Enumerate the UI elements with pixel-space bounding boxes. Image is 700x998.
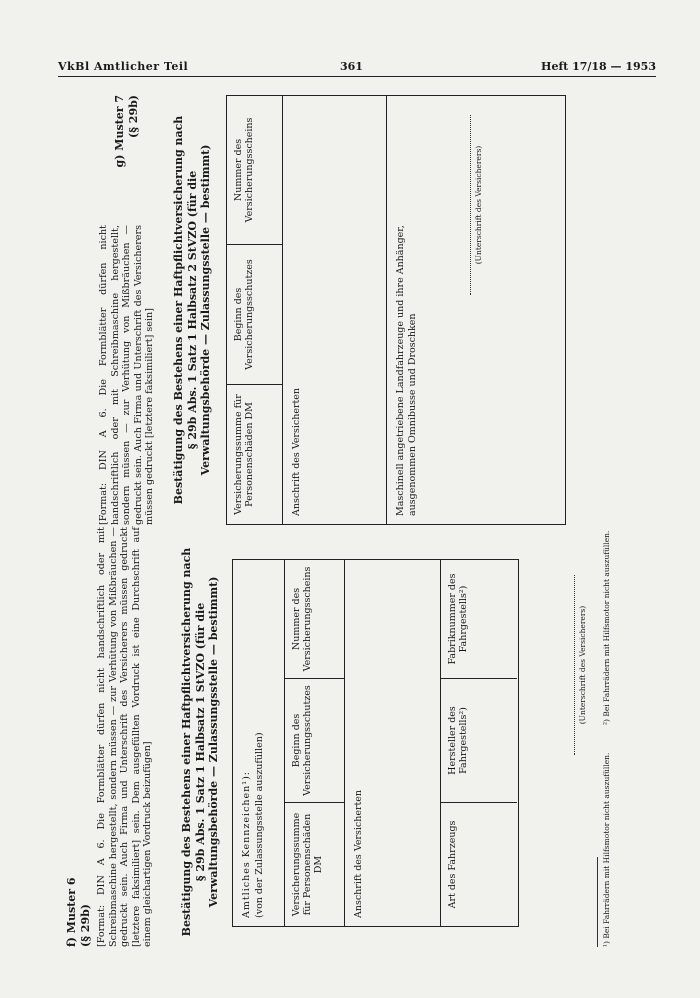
- muster6-insurance-row: [285, 560, 345, 926]
- kennzeichen-label: Amtliches Kennzeichen¹):: [241, 771, 252, 918]
- muster6-anschrift-label: Anschrift des Versicherten: [353, 789, 364, 918]
- col-nummer: Nummer des Versicherungsscheins: [291, 566, 313, 672]
- muster7-anschrift-label: Anschrift des Versicherten: [291, 387, 302, 516]
- m7-col-versicherungssumme: Versicherungssumme für Personenschäden DM: [227, 384, 282, 524]
- muster7-format-text: [Format: DIN A 6. Die Formblätter dürfen nicht handschriftlich oder mit Schreibmaschine hergestellt, sondern müssen — zur Verhütung von Mißbräuchen — gedruckt sein. Auch Firma und Unterschrift des Versicherers müssen gedruckt [letztere faksimiliert] sein]: [98, 225, 155, 525]
- muster6-ref: (§ 29b): [79, 904, 92, 947]
- footnote-2: ²) Bei Fahrrädern mit Hilfsmotor nicht auszufüllen.: [602, 530, 611, 725]
- muster7-form-box: [226, 95, 566, 525]
- muster6-pane: [64, 525, 611, 955]
- header-rule: [58, 76, 656, 77]
- col-fabriknummer: Fabriknummer des Fahrgestells²): [447, 573, 469, 665]
- col-beginn: Beginn des Versicherungsschutzes: [285, 678, 344, 802]
- kennzeichen-note: (von der Zulassungsstelle auszufüllen): [254, 732, 265, 918]
- col-fahrzeugart: Art des Fahrzeugs: [441, 802, 517, 926]
- vehicle-row: [441, 560, 517, 926]
- maschinell-label: Maschinell angetriebene Landfahrzeuge und ihre Anhänger, ausgenommen Omnibusse und Droschken: [395, 225, 418, 516]
- muster7-signature: (Unterschrift des Versicherers): [470, 115, 485, 295]
- page-number: 361: [340, 60, 363, 73]
- muster6-label: f) Muster 6: [65, 877, 78, 947]
- muster7-ref: (§ 29b): [127, 95, 140, 138]
- muster6-form-title: Bestätigung des Bestehens einer Haftpflichtversicherung nach § 29b Abs. 1 Satz 1 Halbsatz 1 StVZO (für die Verwaltungsbehörde — Zulassungsstelle — bestimmt): [180, 547, 220, 937]
- muster6-format-text: [Format: DIN A 6. Die Formblätter dürfen nicht handschriftlich oder mit Schreibmaschine hergestellt, sondern müssen — zur Verhütung von Mißbräuchen — gedruckt sein. Auch Firma und Unterschrift des Versicherers müssen gedruckt [letztere faksimiliert] sein. Dem ausgefüllten Vordruck ist eine Durchschrift auf einem gleichartigen Vordruck beizufügen]: [96, 527, 153, 947]
- muster6-signature: (Unterschrift des Versicherers): [574, 575, 589, 755]
- m7-col-beginn: Beginn des Versicherungsschutzes: [227, 244, 282, 384]
- muster6-anschrift-section: [345, 560, 441, 926]
- kennzeichen-section: [233, 560, 285, 926]
- muster7-form-title: Bestätigung des Bestehens einer Haftpflichtversicherung nach § 29b Abs. 1 Satz 1 Halbsatz 2 StVZO (für die Verwaltungsbehörde — Zulassungsstelle — bestimmt): [172, 115, 212, 505]
- footnote-1: ¹) Bei Fahrrädern mit Hilfsmotor nicht auszufüllen.: [602, 752, 611, 947]
- page-header: [58, 60, 656, 74]
- issue-label: Heft 17/18 — 1953: [541, 60, 656, 73]
- m7-col-nummer: Nummer des Versicherungsscheins: [233, 117, 255, 223]
- col-hersteller: Hersteller des Fahrgestells²): [441, 678, 517, 802]
- muster7-insurance-row: [227, 96, 283, 524]
- journal-title: VkBl Amtlicher Teil: [58, 60, 189, 73]
- muster7-label: g) Muster 7: [113, 95, 126, 168]
- muster7-pane: [92, 95, 483, 525]
- muster6-form-box: [232, 559, 519, 927]
- col-versicherungssumme: Versicherungssumme für Personenschäden DM: [285, 802, 344, 926]
- footnote-rule: [597, 857, 598, 947]
- muster7-anschrift-section: [283, 96, 387, 524]
